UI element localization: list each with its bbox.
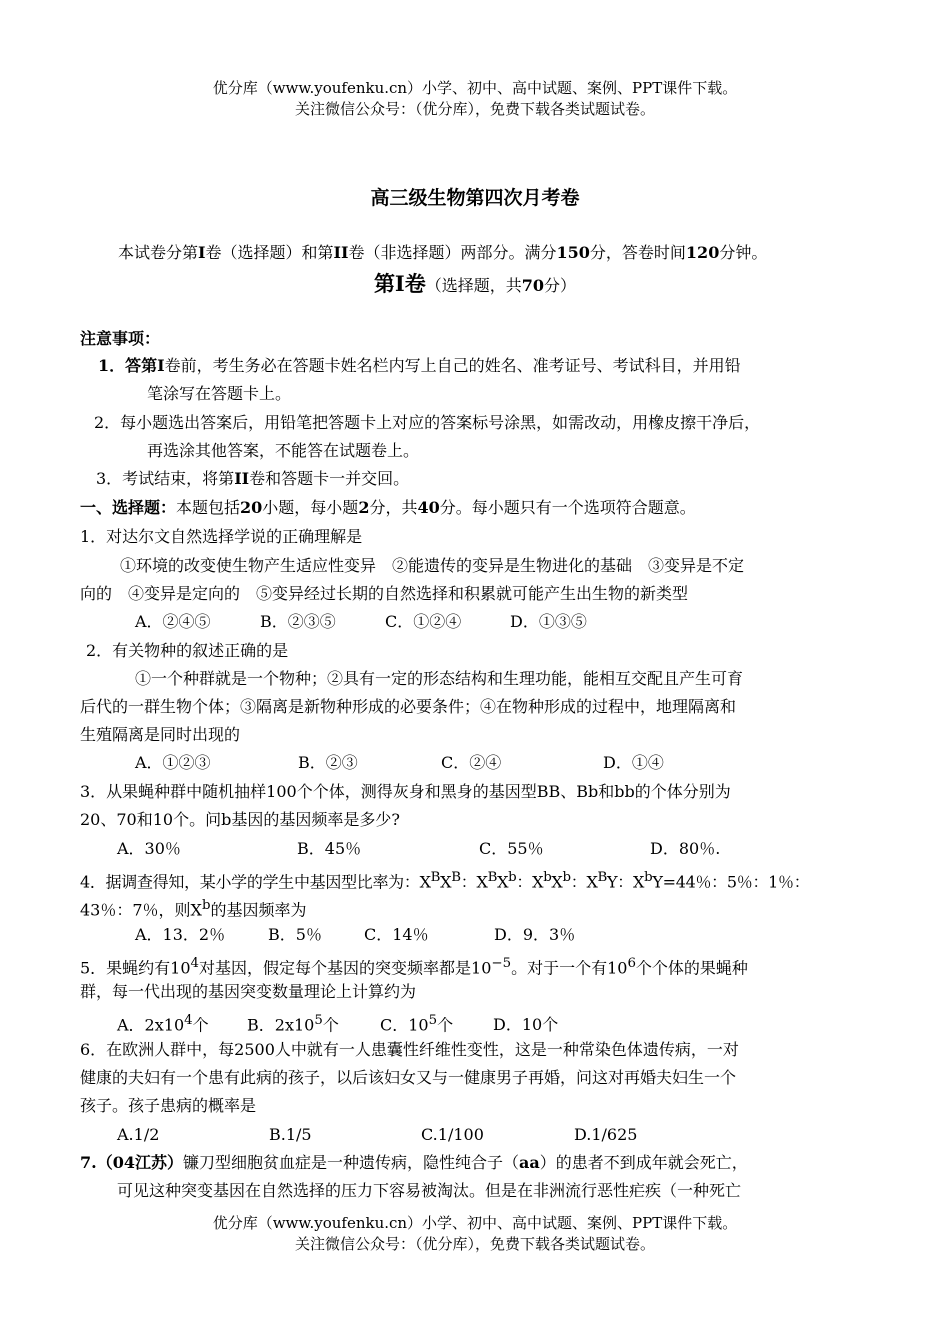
q5-line-2: 群，每一代出现的基因突变数量理论上计算约为 [80, 982, 417, 1001]
footer-line-1: 优分库（www.youfenku.cn）小学、初中、高中试题、案例、PPT课件下载。 [212, 1214, 738, 1232]
q6-option-b[interactable]: B.1/5 [269, 1125, 312, 1144]
q6-option-a[interactable]: A.1/2 [117, 1125, 160, 1144]
q4-line-2: 43％：7％，则$X^b$的基因频率为 [80, 898, 307, 920]
q1-line-2: 向的 ④变异是定向的 ⑤变异经过长期的自然选择和积累就可能产生出生物的新类型 [80, 584, 689, 603]
intro-text: 本试卷分第I卷（选择题）和第II卷（非选择题）两部分。满分150分，答卷时间120分钟。 [118, 243, 768, 262]
q2-line-1: ①一个种群就是一个物种；②具有一定的形态结构和生理功能，能相互交配且产生可育 [135, 669, 744, 688]
q3-option-c[interactable]: C．55％ [479, 839, 544, 858]
q7-line-2: 可见这种突变基因在自然选择的压力下容易被淘汰。但是在非洲流行恶性疟疾（一种死亡 [117, 1181, 742, 1200]
q6-options [117, 1124, 637, 1146]
q2-line-3: 生殖隔离是同时出现的 [80, 725, 241, 744]
q5-option-c[interactable]: C．$10^5$个 [380, 1013, 454, 1035]
header-line-1: 优分库（www.youfenku.cn）小学、初中、高中试题、案例、PPT课件下载。 [212, 79, 738, 97]
q6-option-c[interactable]: C.1/100 [421, 1125, 484, 1144]
notice-item-2-cont: 再选涂其他答案，不能答在试题卷上。 [147, 441, 420, 460]
notice-item-3: 3．考试结束，将第II卷和答题卡一并交回。 [96, 469, 410, 488]
q4-option-a[interactable]: A．13．2％ [135, 925, 226, 944]
q3-options [117, 838, 720, 860]
q1-option-b[interactable]: B．②③⑤ [260, 612, 336, 631]
notice-item-1: 1．答第I卷前，考生务必在答题卡姓名栏内写上自己的姓名、准考证号、考试科目，并用铅 [98, 356, 741, 375]
notice-heading: 注意事项： [80, 329, 161, 348]
q2-stem: 2．有关物种的叙述正确的是 [86, 641, 289, 660]
q1-option-d[interactable]: D．①③⑤ [510, 612, 587, 631]
q4-option-c[interactable]: C．14％ [364, 925, 429, 944]
q3-line-1: 3．从果蝇种群中随机抽样100个个体，测得灰身和黑身的基因型BB、Bb和bb的个体分别为 [80, 782, 731, 801]
q1-option-a[interactable]: A．②④⑤ [135, 612, 211, 631]
notice-item-1-cont: 笔涂写在答题卡上。 [147, 384, 292, 403]
q5-line-1: 5．果蝇约有$10^4$对基因，假定每个基因的突变频率都是$10^{-5}$。对于一个有$10^6$个个体的果蝇种 [80, 956, 748, 978]
notice-item-2: 2．每小题选出答案后，用铅笔把答题卡上对应的答案标号涂黑，如需改动，用橡皮擦干净后， [94, 413, 761, 432]
q3-option-a[interactable]: A．30％ [117, 839, 181, 858]
q6-line-1: 6．在欧洲人群中，每2500人中就有一人患囊性纤维性变性，这是一种常染色体遗传病，一对 [80, 1040, 739, 1059]
q3-option-d[interactable]: D．80％. [650, 839, 721, 858]
q2-option-d[interactable]: D．①④ [603, 753, 664, 772]
q5-option-b[interactable]: B．$2x10^5$个 [247, 1013, 339, 1035]
q3-option-b[interactable]: B．45％ [297, 839, 362, 858]
q4-option-b[interactable]: B．5％ [268, 925, 322, 944]
q2-option-c[interactable]: C．②④ [441, 753, 502, 772]
q1-line-1: ①环境的改变使生物产生适应性变异 ②能遗传的变异是生物进化的基础 ③变异是不定 [120, 556, 745, 575]
q2-option-b[interactable]: B．②③ [298, 753, 358, 772]
q1-stem: 1．对达尔文自然选择学说的正确理解是 [80, 527, 363, 546]
q4-options [135, 924, 575, 946]
q7-line-1: 7.（04江苏）镰刀型细胞贫血症是一种遗传病，隐性纯合子（aa）的患者不到成年就会死亡， [80, 1153, 748, 1172]
page-title: 高三级生物第四次月考卷 [370, 187, 580, 209]
q3-line-2: 20、70和10个。问b基因的基因频率是多少? [80, 810, 400, 829]
q1-option-c[interactable]: C．①②④ [385, 612, 462, 631]
q1-options [135, 611, 587, 633]
q5-option-a[interactable]: A．$2x10^4$个 [117, 1013, 209, 1035]
q2-option-a[interactable]: A．①②③ [135, 753, 211, 772]
header-line-2: 关注微信公众号：（优分库），免费下载各类试题试卷。 [294, 100, 655, 118]
footer-line-2: 关注微信公众号：（优分库），免费下载各类试题试卷。 [294, 1235, 655, 1253]
q4-option-d[interactable]: D．9．3％ [494, 925, 576, 944]
q2-options [135, 752, 664, 774]
q2-line-2: 后代的一群生物个体；③隔离是新物种形成的必要条件；④在物种形成的过程中，地理隔离和 [80, 697, 737, 716]
part1-heading: 第I卷（选择题，共70分） [373, 271, 577, 296]
q6-line-2: 健康的夫妇有一个患有此病的孩子，以后该妇女又与一健康男子再婚，问这对再婚夫妇生一个 [80, 1068, 737, 1087]
q6-line-3: 孩子。孩子患病的概率是 [80, 1096, 257, 1115]
q6-option-d[interactable]: D.1/625 [574, 1125, 638, 1144]
q5-option-d[interactable]: D．10个 [493, 1015, 559, 1035]
q5-options [117, 1010, 558, 1036]
q4-line-1: 4．据调查得知，某小学的学生中基因型比率为：$X^BX^B$：$X^BX^b$：$X^bX^b$：$X^BY$：$X^bY=44$％：5％：1％： [80, 870, 810, 892]
section1-heading: 一、选择题：本题包括20小题，每小题2分，共40分。每小题只有一个选项符合题意。 [80, 498, 696, 517]
